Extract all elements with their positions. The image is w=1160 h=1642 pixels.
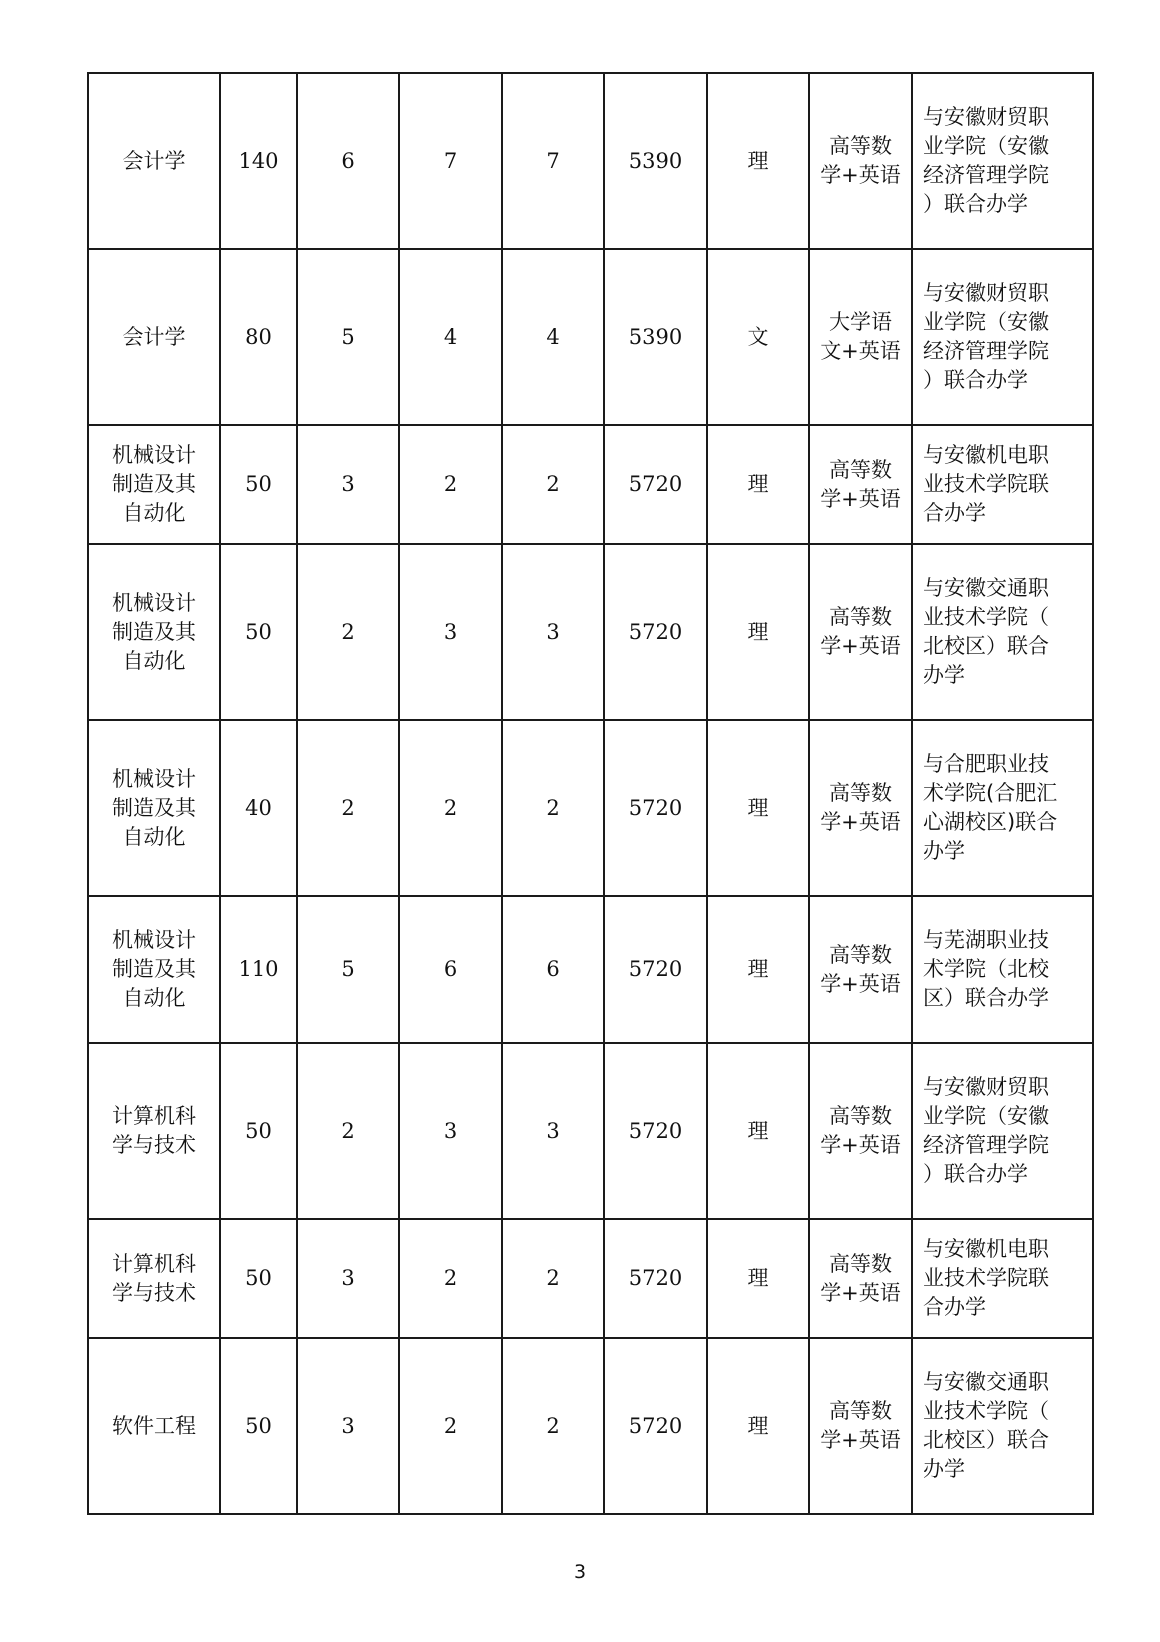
plan-count-cell-text: 80 — [245, 324, 272, 349]
count-cell-a — [297, 544, 399, 720]
count-cell-b — [399, 73, 502, 249]
remarks-cell-text: 与芜湖职业技 术学院（北校 区）联合办学 — [923, 928, 1049, 1010]
enrollment-table — [87, 72, 1094, 1515]
tuition-fee-cell-text: 5720 — [628, 1266, 683, 1290]
count-cell-b-text: 4 — [443, 324, 458, 349]
count-cell-c — [502, 1043, 604, 1219]
count-cell-c-text: 3 — [546, 1118, 560, 1143]
major-cell — [88, 425, 220, 544]
major-cell-text: 计算机科 学与技术 — [112, 1251, 196, 1305]
count-cell-a — [297, 73, 399, 249]
count-cell-a-text: 2 — [341, 1118, 355, 1143]
subject-type-cell — [707, 896, 809, 1043]
count-cell-a — [297, 896, 399, 1043]
plan-count-cell-text: 40 — [245, 795, 272, 820]
count-cell-a — [297, 720, 399, 896]
exam-subjects-cell-text: 高等数 学+英语 — [820, 605, 901, 658]
major-cell — [88, 720, 220, 896]
count-cell-c — [502, 425, 604, 544]
tuition-fee-cell-text: 5720 — [628, 957, 683, 981]
tuition-fee-cell — [604, 425, 707, 544]
count-cell-c — [502, 1219, 604, 1338]
tuition-fee-cell — [604, 1338, 707, 1514]
exam-subjects-cell-text: 大学语 文+英语 — [820, 310, 901, 363]
exam-subjects-cell — [809, 1338, 912, 1514]
tuition-fee-cell — [604, 896, 707, 1043]
major-cell-text: 会计学 — [122, 148, 186, 173]
count-cell-a — [297, 425, 399, 544]
tuition-fee-cell-text: 5720 — [628, 795, 683, 820]
major-cell-text: 机械设计 制造及其 自动化 — [112, 443, 196, 525]
table-row — [88, 1043, 1093, 1219]
remarks-cell-text: 与安徽财贸职 业学院（安徽 经济管理学院 ）联合办学 — [923, 281, 1049, 392]
plan-count-cell — [220, 720, 297, 896]
major-cell-text: 软件工程 — [112, 1413, 196, 1438]
remarks-cell-text: 与安徽财贸职 业学院（安徽 经济管理学院 ）联合办学 — [923, 1075, 1049, 1186]
count-cell-b-text: 3 — [443, 619, 458, 644]
major-cell — [88, 544, 220, 720]
major-cell-text: 机械设计 制造及其 自动化 — [112, 766, 196, 849]
tuition-fee-cell — [604, 1043, 707, 1219]
major-cell-text: 机械设计 制造及其 自动化 — [112, 928, 196, 1010]
plan-count-cell — [220, 73, 297, 249]
remarks-cell — [912, 720, 1093, 896]
count-cell-c — [502, 544, 604, 720]
exam-subjects-cell-text: 高等数 学+英语 — [820, 1399, 901, 1452]
exam-subjects-cell — [809, 425, 912, 544]
page-number: 3 — [573, 1561, 587, 1583]
plan-count-cell — [220, 425, 297, 544]
exam-subjects-cell — [809, 73, 912, 249]
count-cell-a — [297, 1338, 399, 1514]
remarks-cell — [912, 544, 1093, 720]
subject-type-cell — [707, 544, 809, 720]
count-cell-a-text: 2 — [341, 795, 355, 820]
count-cell-c-text: 2 — [546, 795, 560, 820]
table-row — [88, 425, 1093, 544]
count-cell-b — [399, 425, 502, 544]
count-cell-c-text: 7 — [546, 148, 560, 173]
plan-count-cell — [220, 896, 297, 1043]
exam-subjects-cell-text: 高等数 学+英语 — [820, 457, 901, 511]
table-row — [88, 544, 1093, 720]
subject-type-cell-text: 理 — [747, 148, 769, 173]
count-cell-b — [399, 1043, 502, 1219]
major-cell — [88, 1338, 220, 1514]
count-cell-b — [399, 896, 502, 1043]
remarks-cell — [912, 73, 1093, 249]
subject-type-cell-text: 文 — [747, 324, 769, 349]
count-cell-c-text: 4 — [546, 324, 560, 349]
count-cell-c-text: 2 — [546, 1266, 560, 1290]
subject-type-cell — [707, 425, 809, 544]
enrollment-table-sheet — [87, 72, 1092, 1515]
exam-subjects-cell — [809, 720, 912, 896]
remarks-cell-text: 与安徽交通职 业技术学院（ 北校区）联合 办学 — [923, 1370, 1049, 1481]
tuition-fee-cell — [604, 544, 707, 720]
count-cell-a — [297, 1043, 399, 1219]
count-cell-a-text: 3 — [341, 472, 355, 496]
major-cell — [88, 1219, 220, 1338]
count-cell-a — [297, 1219, 399, 1338]
subject-type-cell-text: 理 — [747, 1118, 769, 1143]
subject-type-cell-text: 理 — [747, 957, 769, 981]
exam-subjects-cell — [809, 544, 912, 720]
table-row — [88, 249, 1093, 425]
tuition-fee-cell — [604, 249, 707, 425]
tuition-fee-cell — [604, 720, 707, 896]
tuition-fee-cell-text: 5720 — [628, 1413, 683, 1438]
remarks-cell — [912, 425, 1093, 544]
subject-type-cell-text: 理 — [747, 472, 769, 496]
major-cell — [88, 73, 220, 249]
table-row — [88, 1219, 1093, 1338]
table-row — [88, 720, 1093, 896]
count-cell-c — [502, 73, 604, 249]
count-cell-c-text: 2 — [546, 1413, 560, 1438]
plan-count-cell-text: 50 — [245, 1413, 272, 1438]
subject-type-cell — [707, 1219, 809, 1338]
table-row — [88, 73, 1093, 249]
exam-subjects-cell — [809, 896, 912, 1043]
exam-subjects-cell-text: 高等数 学+英语 — [820, 1104, 901, 1157]
subject-type-cell — [707, 73, 809, 249]
tuition-fee-cell-text: 5390 — [628, 148, 683, 173]
count-cell-b — [399, 720, 502, 896]
count-cell-c-text: 3 — [546, 619, 560, 644]
count-cell-b — [399, 544, 502, 720]
exam-subjects-cell-text: 高等数 学+英语 — [820, 781, 901, 834]
remarks-cell — [912, 1043, 1093, 1219]
count-cell-b — [399, 1219, 502, 1338]
remarks-cell-text: 与安徽财贸职 业学院（安徽 经济管理学院 ）联合办学 — [923, 105, 1049, 216]
plan-count-cell-text: 50 — [245, 472, 272, 496]
subject-type-cell-text: 理 — [747, 619, 769, 644]
plan-count-cell — [220, 1043, 297, 1219]
remarks-cell — [912, 1338, 1093, 1514]
count-cell-a-text: 3 — [341, 1413, 355, 1438]
subject-type-cell — [707, 1043, 809, 1219]
exam-subjects-cell-text: 高等数 学+英语 — [820, 134, 901, 187]
table-row — [88, 896, 1093, 1043]
exam-subjects-cell-text: 高等数 学+英语 — [820, 942, 901, 996]
plan-count-cell-text: 110 — [238, 957, 279, 981]
count-cell-b-text: 2 — [443, 1413, 458, 1438]
count-cell-a — [297, 249, 399, 425]
tuition-fee-cell-text: 5720 — [628, 472, 683, 496]
plan-count-cell — [220, 544, 297, 720]
tuition-fee-cell-text: 5720 — [628, 619, 683, 644]
count-cell-b — [399, 249, 502, 425]
subject-type-cell-text: 理 — [747, 1266, 769, 1290]
count-cell-c — [502, 896, 604, 1043]
count-cell-b-text: 7 — [443, 148, 458, 173]
count-cell-b-text: 2 — [443, 1266, 458, 1290]
remarks-cell-text: 与合肥职业技 术学院(合肥汇 心湖校区)联合 办学 — [923, 752, 1058, 863]
table-body — [88, 73, 1093, 1514]
subject-type-cell-text: 理 — [747, 795, 769, 820]
table-row — [88, 1338, 1093, 1514]
tuition-fee-cell-text: 5390 — [628, 324, 683, 349]
remarks-cell — [912, 249, 1093, 425]
remarks-cell-text: 与安徽机电职 业技术学院联 合办学 — [923, 1237, 1049, 1319]
remarks-cell — [912, 1219, 1093, 1338]
major-cell — [88, 249, 220, 425]
plan-count-cell — [220, 1219, 297, 1338]
count-cell-b — [399, 1338, 502, 1514]
subject-type-cell — [707, 1338, 809, 1514]
remarks-cell-text: 与安徽机电职 业技术学院联 合办学 — [923, 443, 1049, 525]
exam-subjects-cell — [809, 1043, 912, 1219]
count-cell-b-text: 3 — [443, 1118, 458, 1143]
count-cell-a-text: 6 — [341, 148, 355, 173]
major-cell — [88, 1043, 220, 1219]
plan-count-cell-text: 50 — [245, 1266, 272, 1290]
remarks-cell-text: 与安徽交通职 业技术学院（ 北校区）联合 办学 — [923, 576, 1049, 687]
plan-count-cell-text: 140 — [238, 148, 279, 173]
tuition-fee-cell-text: 5720 — [628, 1118, 683, 1143]
count-cell-b-text: 6 — [443, 957, 458, 981]
subject-type-cell — [707, 249, 809, 425]
major-cell-text: 会计学 — [122, 324, 186, 349]
count-cell-c-text: 2 — [546, 472, 560, 496]
tuition-fee-cell — [604, 73, 707, 249]
exam-subjects-cell — [809, 1219, 912, 1338]
count-cell-c — [502, 1338, 604, 1514]
count-cell-c — [502, 720, 604, 896]
exam-subjects-cell — [809, 249, 912, 425]
count-cell-b-text: 2 — [443, 795, 458, 820]
plan-count-cell — [220, 249, 297, 425]
count-cell-c — [502, 249, 604, 425]
count-cell-a-text: 3 — [341, 1266, 355, 1290]
count-cell-a-text: 2 — [341, 619, 355, 644]
plan-count-cell-text: 50 — [245, 619, 272, 644]
count-cell-c-text: 6 — [546, 957, 560, 981]
subject-type-cell-text: 理 — [747, 1413, 769, 1438]
exam-subjects-cell-text: 高等数 学+英语 — [820, 1251, 901, 1305]
subject-type-cell — [707, 720, 809, 896]
plan-count-cell — [220, 1338, 297, 1514]
tuition-fee-cell — [604, 1219, 707, 1338]
major-cell-text: 计算机科 学与技术 — [112, 1104, 196, 1157]
major-cell — [88, 896, 220, 1043]
plan-count-cell-text: 50 — [245, 1118, 272, 1143]
remarks-cell — [912, 896, 1093, 1043]
count-cell-a-text: 5 — [341, 324, 355, 349]
count-cell-b-text: 2 — [443, 472, 458, 496]
count-cell-a-text: 5 — [341, 957, 355, 981]
major-cell-text: 机械设计 制造及其 自动化 — [112, 590, 196, 673]
